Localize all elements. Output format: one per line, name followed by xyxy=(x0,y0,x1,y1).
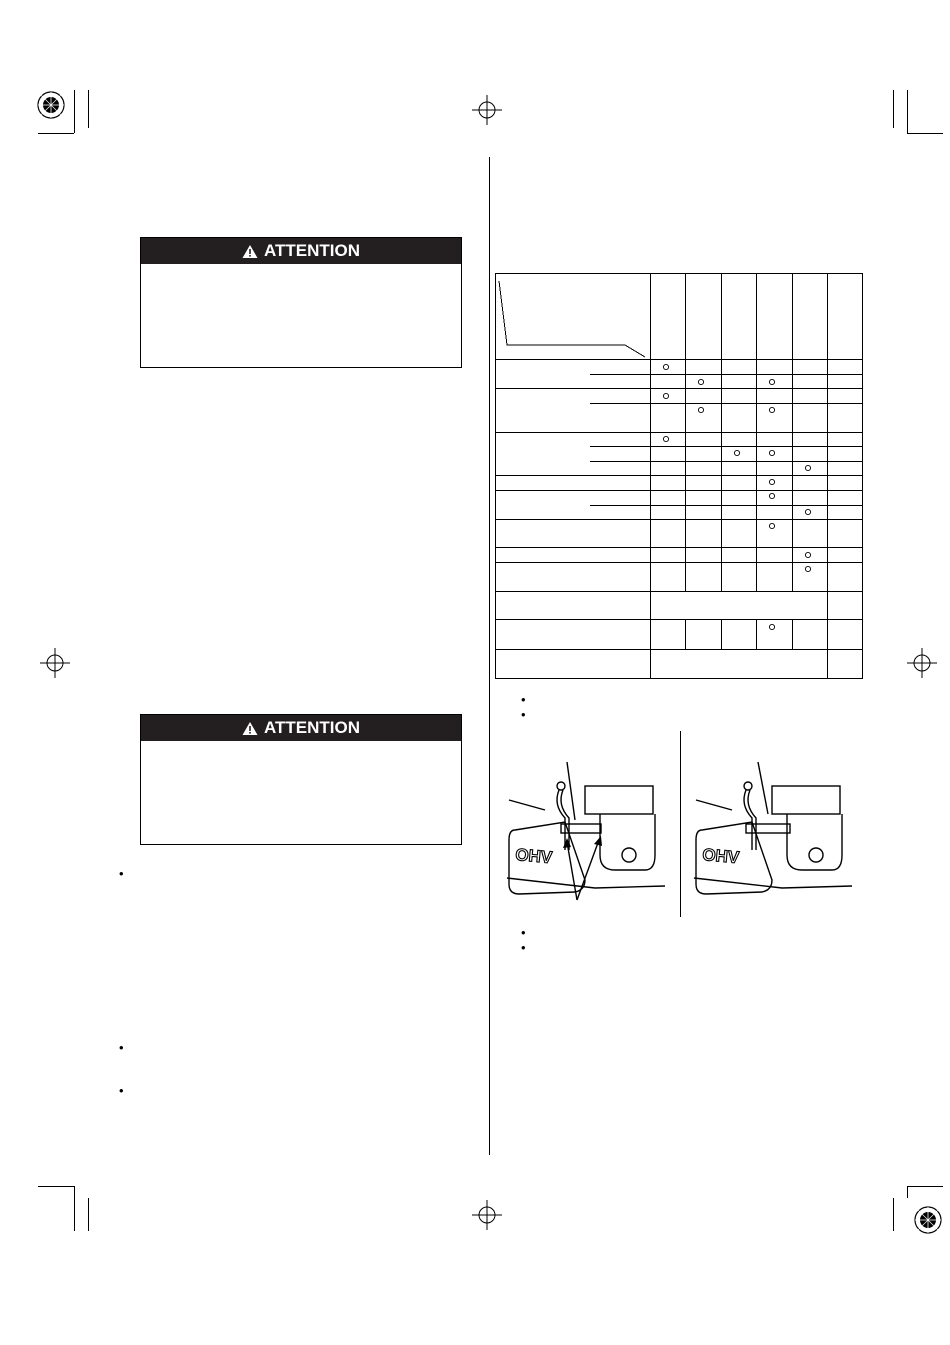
maintenance-schedule-table xyxy=(495,273,863,679)
schedule-check-mark xyxy=(769,450,774,455)
registration-target-icon xyxy=(36,90,66,120)
engine-illustration-right xyxy=(692,760,862,915)
registration-target-icon xyxy=(913,1205,943,1235)
schedule-check-mark xyxy=(805,509,810,514)
ohv-emboss-label: OHV xyxy=(514,845,554,868)
attention-header xyxy=(141,715,461,741)
schedule-check-mark xyxy=(663,364,668,369)
column-divider xyxy=(489,157,490,1155)
bullet: • xyxy=(521,940,526,955)
schedule-check-mark xyxy=(698,407,703,412)
crosshair-mark-icon xyxy=(907,648,937,678)
bullet: • xyxy=(119,1040,124,1055)
header-diagonal xyxy=(499,281,645,357)
attention-header xyxy=(141,238,461,264)
schedule-check-mark xyxy=(805,552,810,557)
schedule-check-mark xyxy=(805,465,810,470)
engine-illustration-left xyxy=(505,760,675,915)
attention-box xyxy=(140,237,462,368)
schedule-check-mark xyxy=(769,479,774,484)
schedule-check-mark xyxy=(769,493,774,498)
bullet: • xyxy=(521,925,526,940)
attention-label: ATTENTION xyxy=(263,241,360,260)
crosshair-mark-icon xyxy=(472,95,502,125)
schedule-check-mark xyxy=(663,393,668,398)
schedule-check-mark xyxy=(769,407,774,412)
crosshair-mark-icon xyxy=(472,1200,502,1230)
schedule-check-mark xyxy=(769,523,774,528)
schedule-check-mark xyxy=(769,624,774,629)
attention-box xyxy=(140,714,462,845)
bullet: • xyxy=(521,692,526,707)
schedule-check-mark xyxy=(698,379,703,384)
warning-triangle-icon xyxy=(242,721,258,736)
bullet: • xyxy=(521,707,526,722)
schedule-check-mark xyxy=(734,450,739,455)
warning-triangle-icon xyxy=(242,244,258,259)
bullet: • xyxy=(119,866,124,881)
schedule-check-mark xyxy=(769,379,774,384)
schedule-check-mark xyxy=(663,436,668,441)
figure-divider xyxy=(680,731,681,917)
attention-label: ATTENTION xyxy=(263,718,360,737)
ohv-emboss-label: OHV xyxy=(701,845,741,868)
crosshair-mark-icon xyxy=(40,648,70,678)
schedule-check-mark xyxy=(805,566,810,571)
bullet: • xyxy=(119,1083,124,1098)
